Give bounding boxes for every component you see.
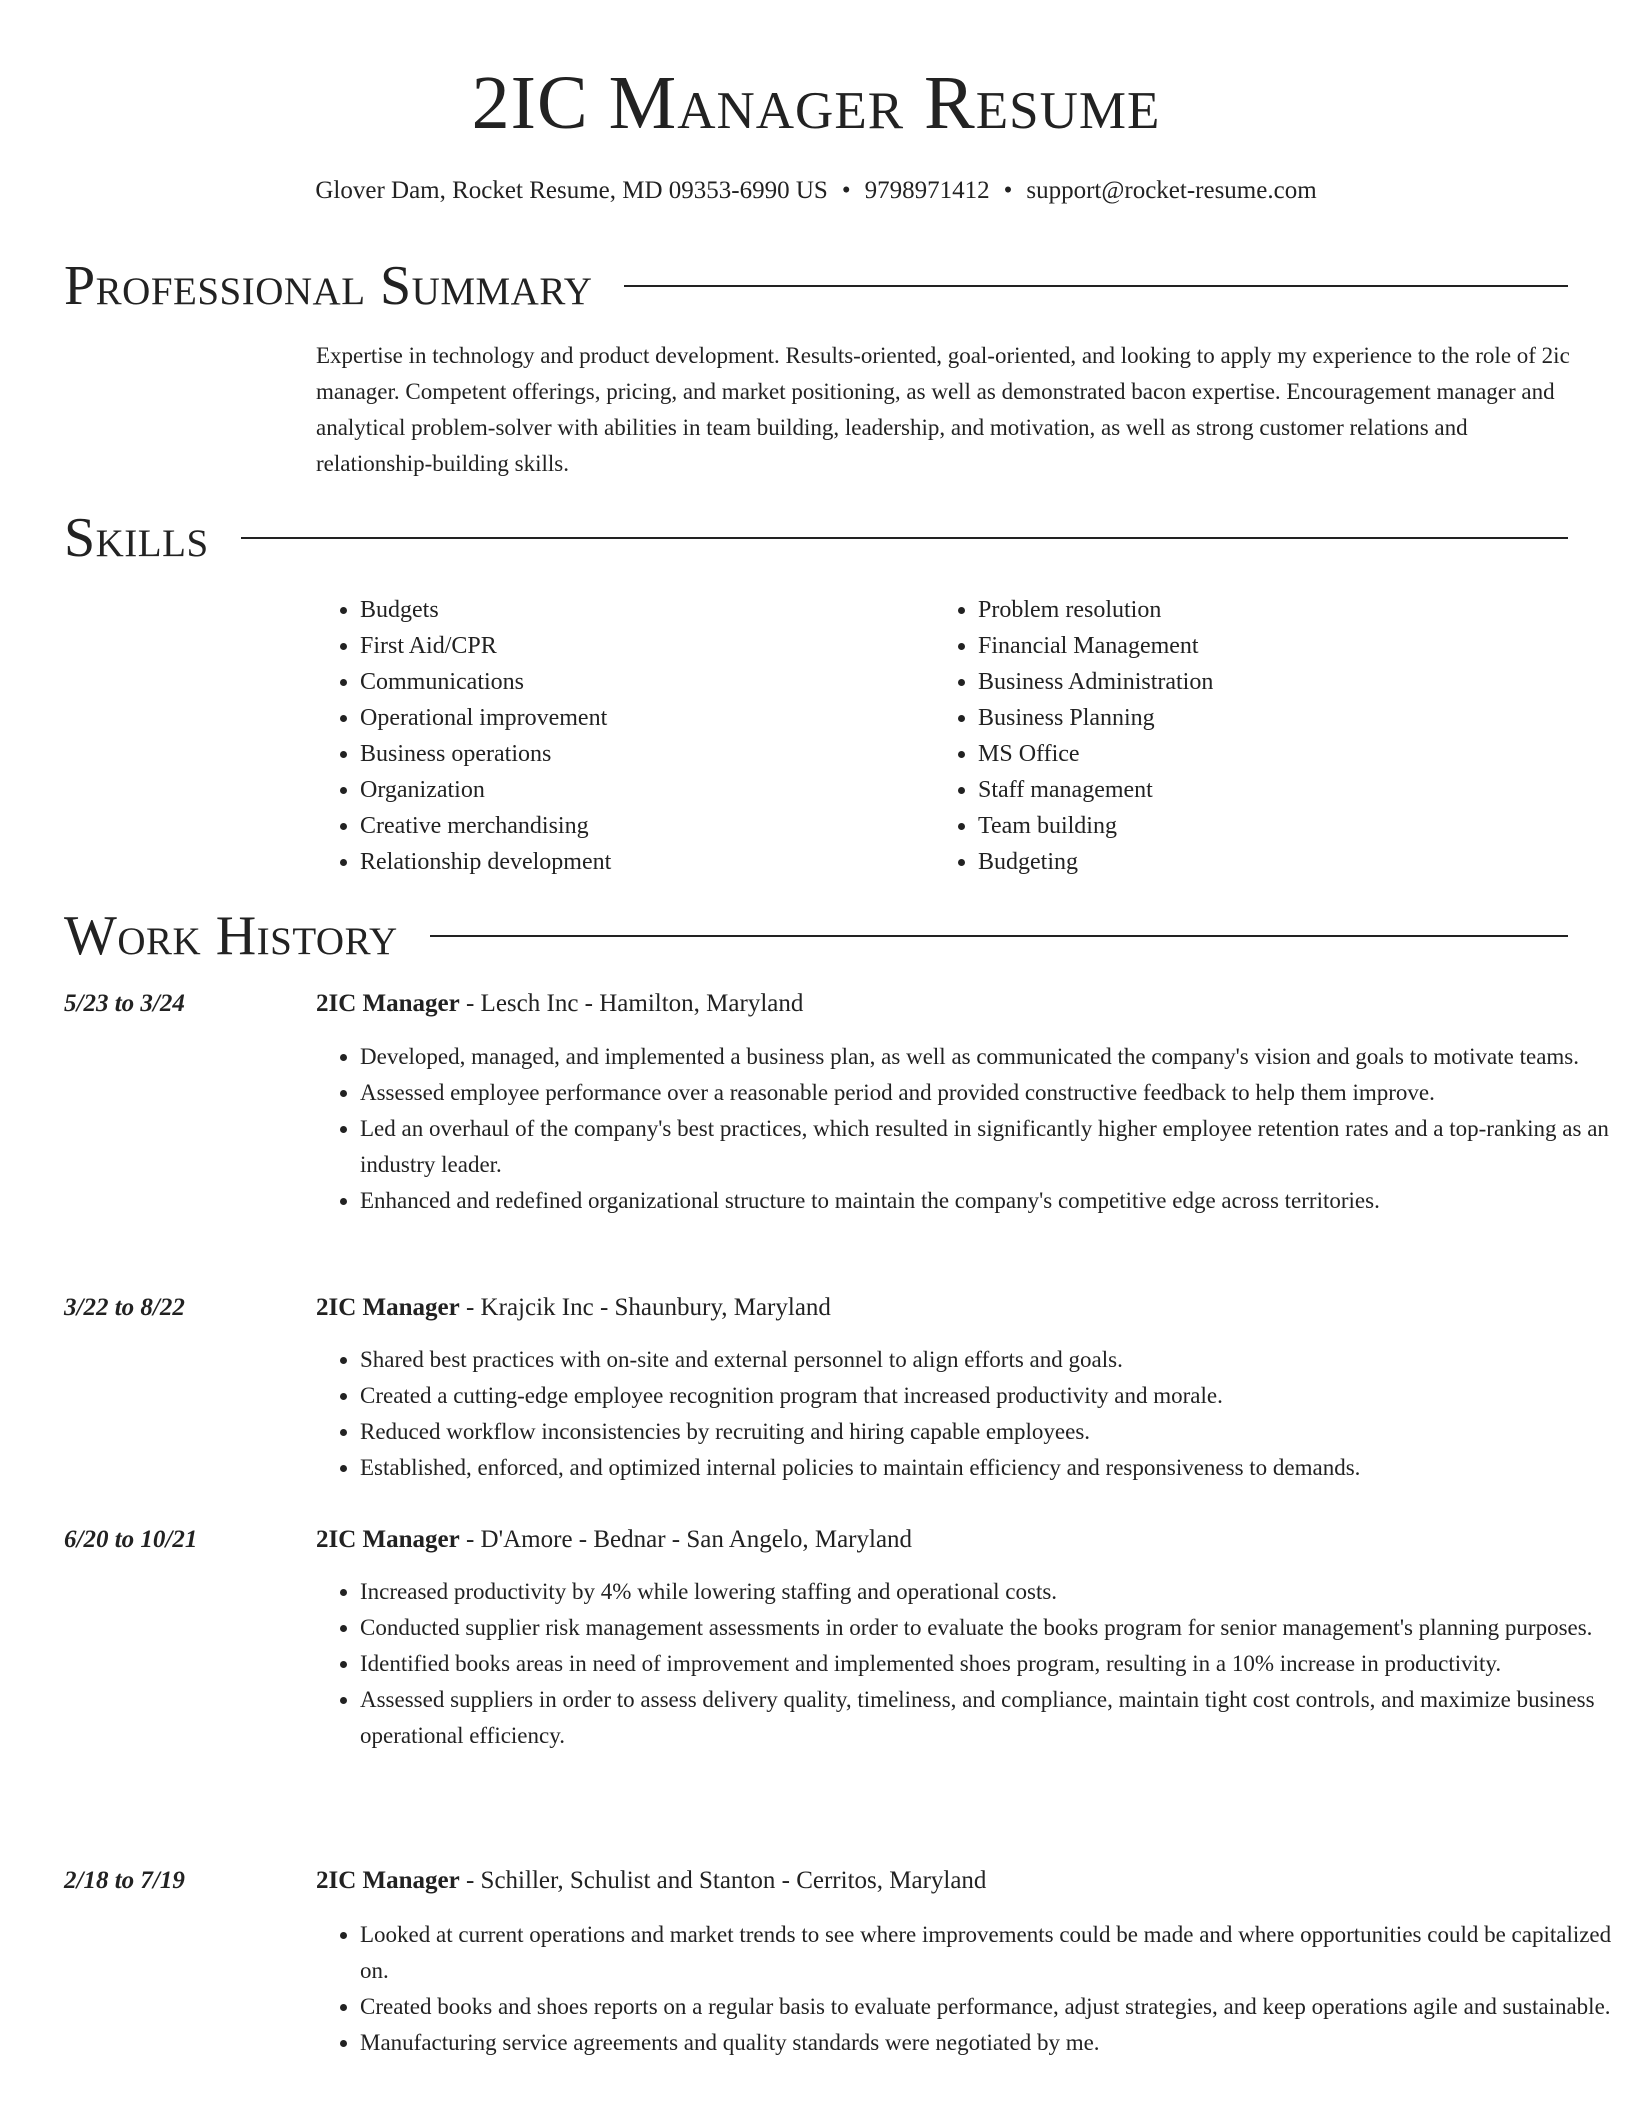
- job-dates: 5/23 to 3/24: [64, 990, 185, 1017]
- section-divider: [430, 935, 1568, 937]
- summary-heading: Professional Summary: [64, 255, 593, 317]
- contact-separator: •: [841, 177, 851, 204]
- skill-item: • Business operations: [360, 736, 936, 772]
- job-bullet: • Looked at current operations and market trends to see where improvements could be made and where opportunities could be capitalized on.: [360, 1917, 1616, 1989]
- job-bullet: • Created books and shoes reports on a regular basis to evaluate performance, adjust strategies, and keep operations agile and sustainable.: [360, 1989, 1616, 2025]
- job-role: 2IC Manager: [316, 1526, 460, 1553]
- skill-item: • Problem resolution: [978, 592, 1578, 628]
- job-role: 2IC Manager: [316, 990, 460, 1017]
- job-header: [316, 986, 1572, 1022]
- job-bullet: • Created a cutting-edge employee recognition program that increased productivity and morale.: [360, 1378, 1616, 1414]
- skills-section-header: [64, 506, 1568, 570]
- job-bullet: • Established, enforced, and optimized internal policies to maintain efficiency and responsiveness to demands.: [360, 1450, 1616, 1486]
- job-bullets: [316, 1342, 1616, 1486]
- section-divider: [241, 537, 1568, 539]
- summary-text: Expertise in technology and product development. Results-oriented, goal-oriented, and looking to apply my experience to the role of 2ic manager. Competent offerings, pricing, and market positioning, as well as demonstrated bacon expertise. Encouragement manager and analytical problem-solver with abilities in team building, leadership, and motivation, as well as strong customer relations and relationship-building skills.: [316, 343, 1570, 476]
- contact-email: support@rocket-resume.com: [1026, 177, 1317, 204]
- contact-address: Glover Dam, Rocket Resume, MD 09353-6990 US: [315, 177, 828, 204]
- job-bullet: • Assessed employee performance over a reasonable period and provided constructive feedback to help them improve.: [360, 1075, 1616, 1111]
- job-dates: 6/20 to 10/21: [64, 1526, 198, 1553]
- skill-item: • Creative merchandising: [360, 808, 936, 844]
- job-dates: 3/22 to 8/22: [64, 1294, 185, 1321]
- skill-item: • First Aid/CPR: [360, 628, 936, 664]
- job-company: - Schiller, Schulist and Stanton - Cerritos, Maryland: [459, 1867, 987, 1894]
- job-bullet: • Increased productivity by 4% while lowering staffing and operational costs.: [360, 1574, 1616, 1610]
- skill-item: • Organization: [360, 772, 936, 808]
- job-bullet: • Reduced workflow inconsistencies by recruiting and hiring capable employees.: [360, 1414, 1616, 1450]
- job-header: [316, 1863, 1572, 1899]
- skills-list-left: [316, 592, 936, 880]
- job-bullet: • Conducted supplier risk management assessments in order to evaluate the books program for senior management's planning purposes.: [360, 1610, 1616, 1646]
- skills-list-right: [934, 592, 1578, 880]
- contact-line: [0, 174, 1632, 208]
- skill-item: • Operational improvement: [360, 700, 936, 736]
- contact-separator: •: [1003, 177, 1013, 204]
- skill-item: • MS Office: [978, 736, 1578, 772]
- skill-item: • Budgets: [360, 592, 936, 628]
- skill-item: • Financial Management: [978, 628, 1578, 664]
- job-bullets: [316, 1039, 1616, 1219]
- section-divider: [624, 285, 1568, 287]
- job-bullet: • Shared best practices with on-site and external personnel to align efforts and goals.: [360, 1342, 1616, 1378]
- skills-heading: Skills: [64, 507, 209, 569]
- work-heading: Work History: [64, 905, 398, 967]
- job-header: [316, 1290, 1572, 1326]
- skill-item: • Staff management: [978, 772, 1578, 808]
- skill-item: • Relationship development: [360, 844, 936, 880]
- job-bullets: [316, 1917, 1616, 2061]
- skill-item: • Business Administration: [978, 664, 1578, 700]
- skill-item: • Budgeting: [978, 844, 1578, 880]
- job-company: - Krajcik Inc - Shaunbury, Maryland: [459, 1294, 831, 1321]
- job-bullet: • Manufacturing service agreements and quality standards were negotiated by me.: [360, 2025, 1616, 2061]
- job-bullet: • Developed, managed, and implemented a business plan, as well as communicated the company's vision and goals to motivate teams.: [360, 1039, 1616, 1075]
- job-role: 2IC Manager: [316, 1294, 460, 1321]
- work-section-header: [64, 904, 1568, 968]
- contact-phone: 9798971412: [864, 177, 990, 204]
- skill-item: • Team building: [978, 808, 1578, 844]
- job-header: [316, 1522, 1572, 1558]
- job-company: - Lesch Inc - Hamilton, Maryland: [459, 990, 804, 1017]
- job-bullet: • Assessed suppliers in order to assess delivery quality, timeliness, and compliance, maintain tight cost controls, and maximize business operational efficiency.: [360, 1682, 1616, 1754]
- summary-section-header: [64, 254, 1568, 318]
- skill-item: • Business Planning: [978, 700, 1578, 736]
- job-company: - D'Amore - Bednar - San Angelo, Maryland: [459, 1526, 913, 1553]
- skill-item: • Communications: [360, 664, 936, 700]
- job-role: 2IC Manager: [316, 1867, 460, 1894]
- job-bullet: • Enhanced and redefined organizational structure to maintain the company's competitive edge across territories.: [360, 1183, 1616, 1219]
- resume-title: 2IC Manager Resume: [471, 61, 1161, 145]
- job-bullet: • Led an overhaul of the company's best practices, which resulted in significantly higher employee retention rates and a top-ranking as an industry leader.: [360, 1111, 1616, 1183]
- job-dates: 2/18 to 7/19: [64, 1867, 185, 1894]
- job-bullets: [316, 1574, 1616, 1754]
- job-bullet: • Identified books areas in need of improvement and implemented shoes program, resulting in a 10% increase in productivity.: [360, 1646, 1616, 1682]
